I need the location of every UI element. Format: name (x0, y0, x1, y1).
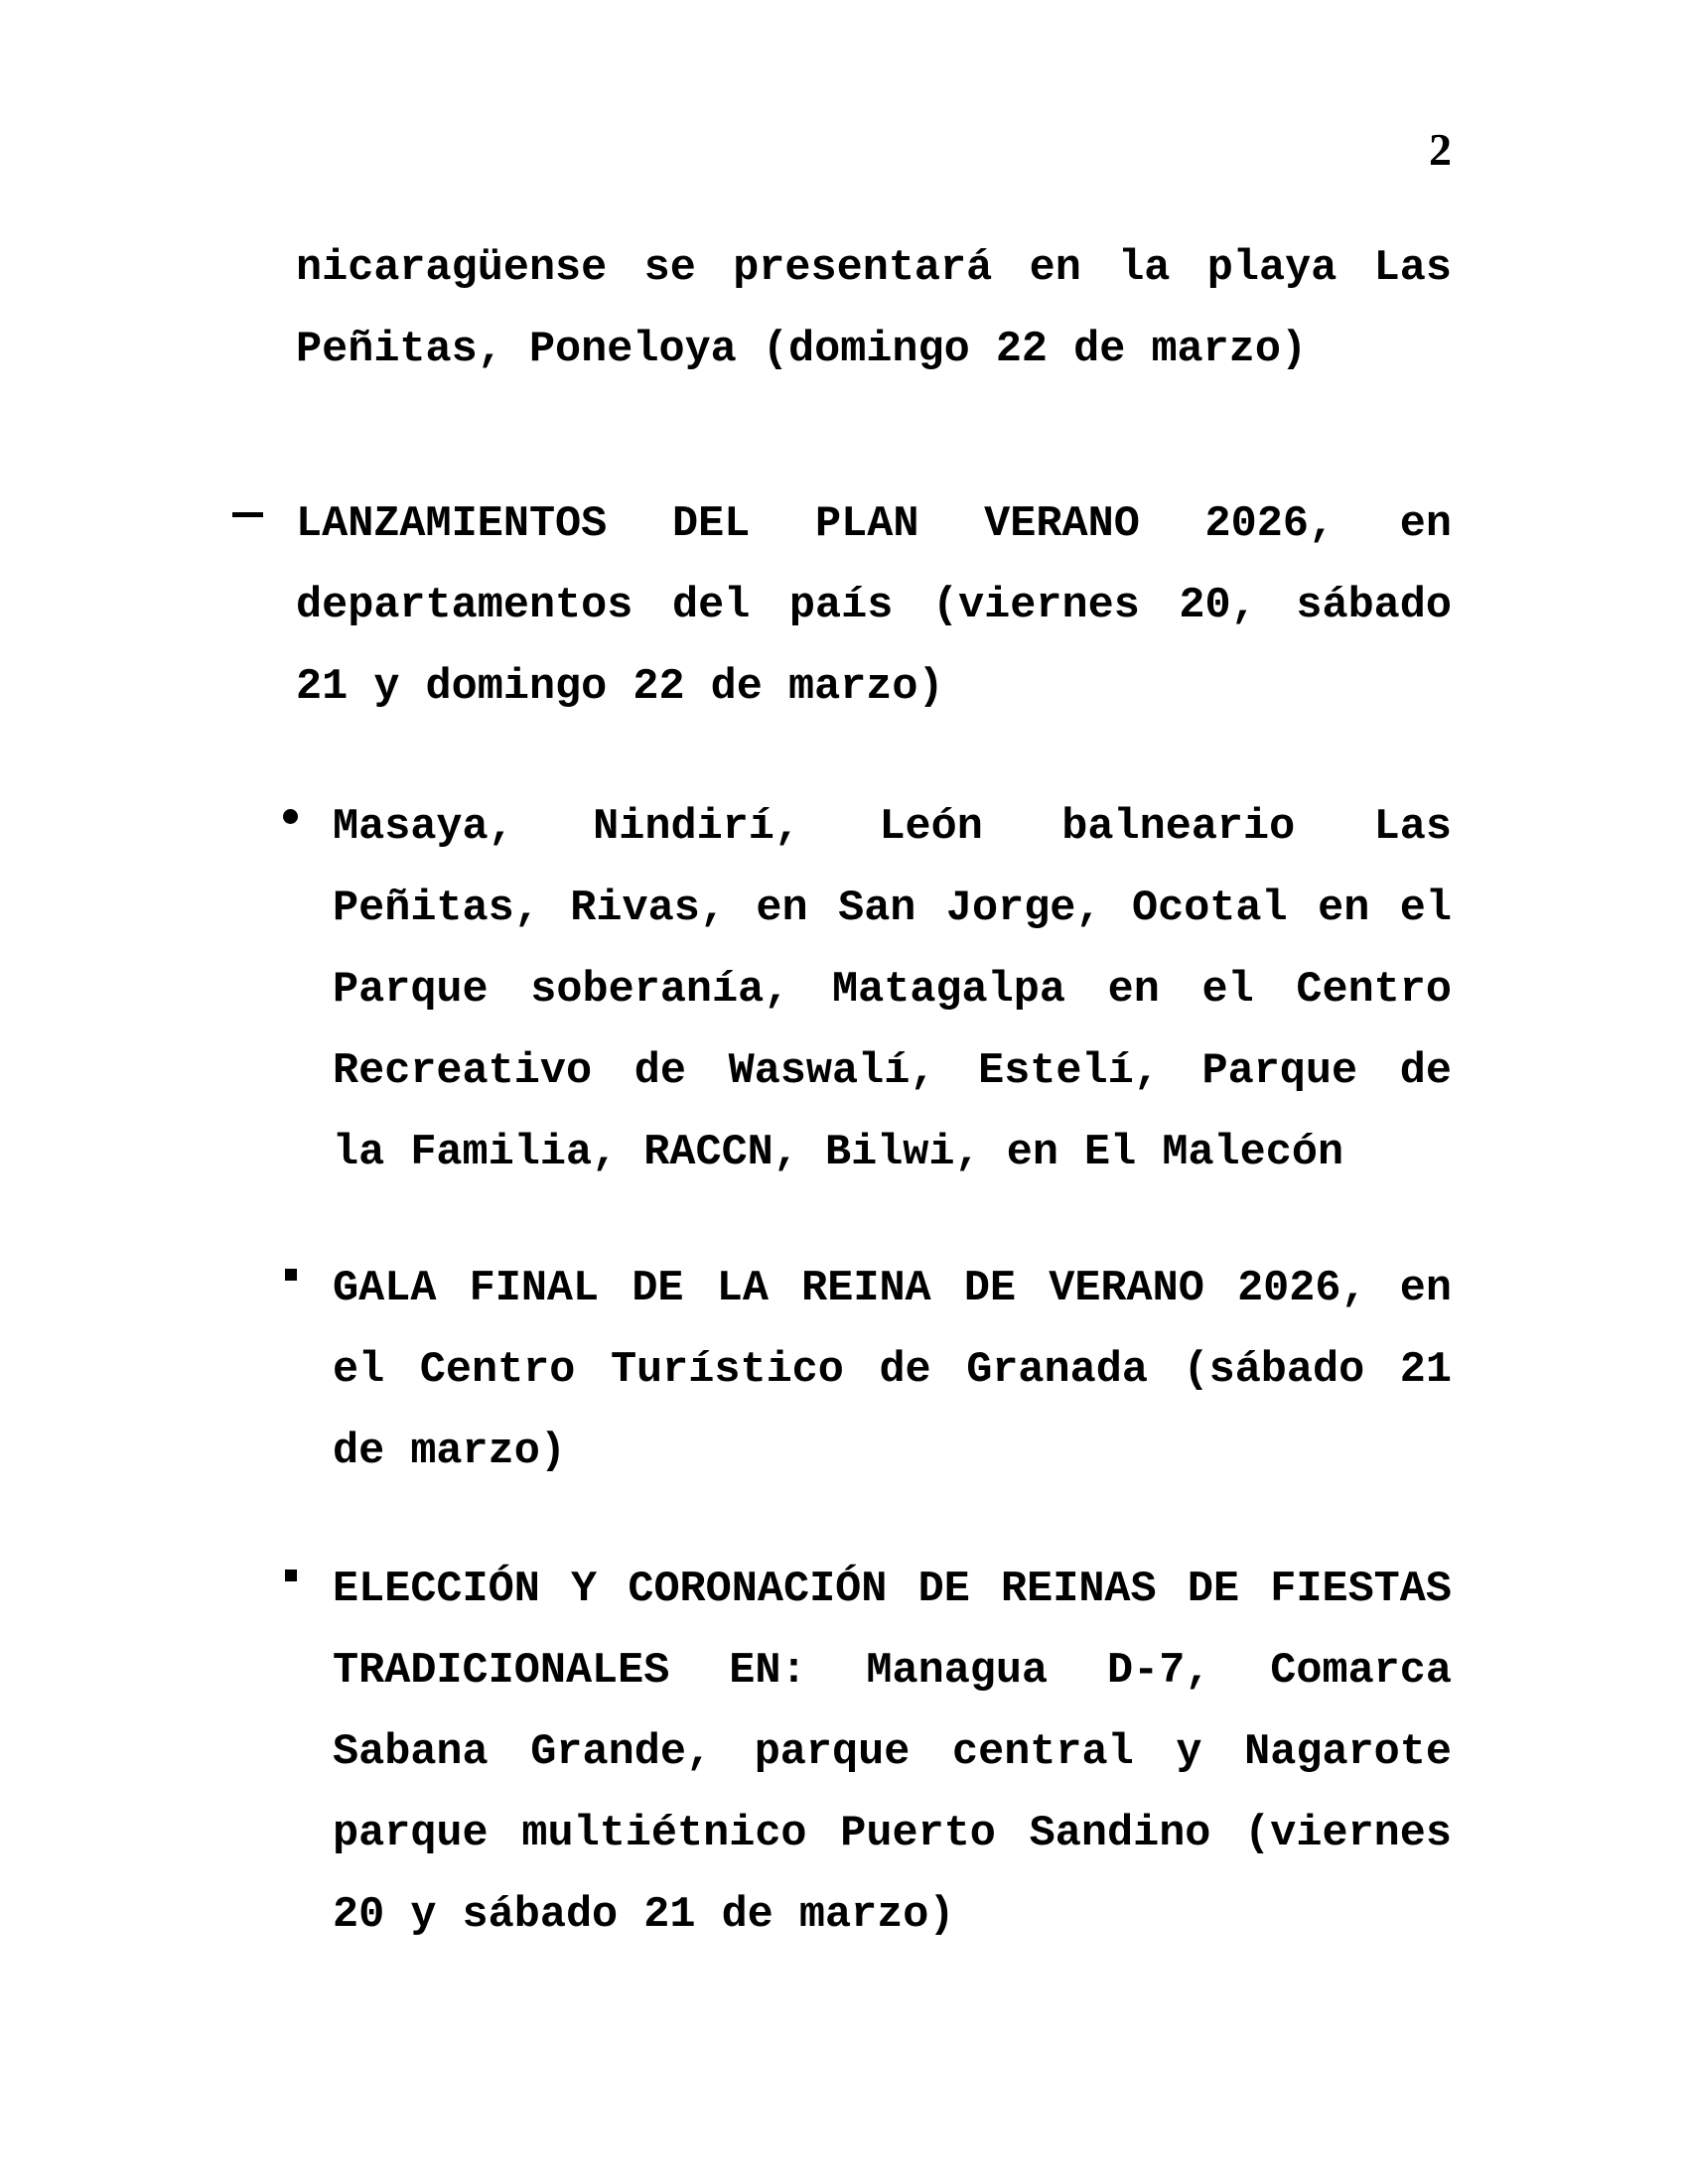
text-line: parque multiétnico Puerto Sandino (viernes (333, 1810, 1452, 1858)
text-line: Sabana Grande, parque central y Nagarote (333, 1728, 1452, 1777)
text-line: la Familia, RACCN, Bilwi, en El Malecón (333, 1129, 1344, 1177)
text-line: LANZAMIENTOS DEL PLAN VERANO 2026, en (296, 500, 1452, 549)
text-line: ELECCIÓN Y CORONACIÓN DE REINAS DE FIESTAS (333, 1566, 1452, 1614)
text-line: 20 y sábado 21 de marzo) (333, 1891, 955, 1940)
text-line: 21 y domingo 22 de marzo) (296, 663, 944, 712)
list-item-eleccion-coronacion (333, 1550, 1452, 1957)
text-line: Parque soberanía, Matagalpa en el Centro (333, 966, 1452, 1015)
square-bullet-icon (285, 1570, 297, 1581)
text-line: Peñitas, Poneloya (domingo 22 de marzo) (296, 326, 1308, 374)
text-line: de marzo) (333, 1428, 566, 1476)
dot-bullet-icon (283, 809, 298, 824)
text-line: Recreativo de Waswalí, Estelí, Parque de (333, 1047, 1452, 1096)
list-item-lanzamientos (296, 484, 1452, 729)
square-bullet-icon (285, 1269, 297, 1281)
text-line: Masaya, Nindirí, León balneario Las (333, 803, 1452, 852)
list-item-masaya (333, 787, 1452, 1194)
text-line: el Centro Turístico de Granada (sábado 21 (333, 1346, 1452, 1395)
list-item-gala-final (333, 1249, 1452, 1493)
paragraph-continuation (296, 228, 1452, 391)
dash-bullet-icon (232, 512, 263, 517)
text-line: departamentos del país (viernes 20, sábado (296, 582, 1452, 630)
text-line: TRADICIONALES EN: Managua D-7, Comarca (333, 1647, 1452, 1696)
text-line: GALA FINAL DE LA REINA DE VERANO 2026, en (333, 1265, 1452, 1313)
page-number: 2 (1429, 124, 1452, 175)
text-line: Peñitas, Rivas, en San Jorge, Ocotal en el (333, 885, 1452, 933)
text-line: nicaragüense se presentará en la playa Las (296, 244, 1452, 293)
